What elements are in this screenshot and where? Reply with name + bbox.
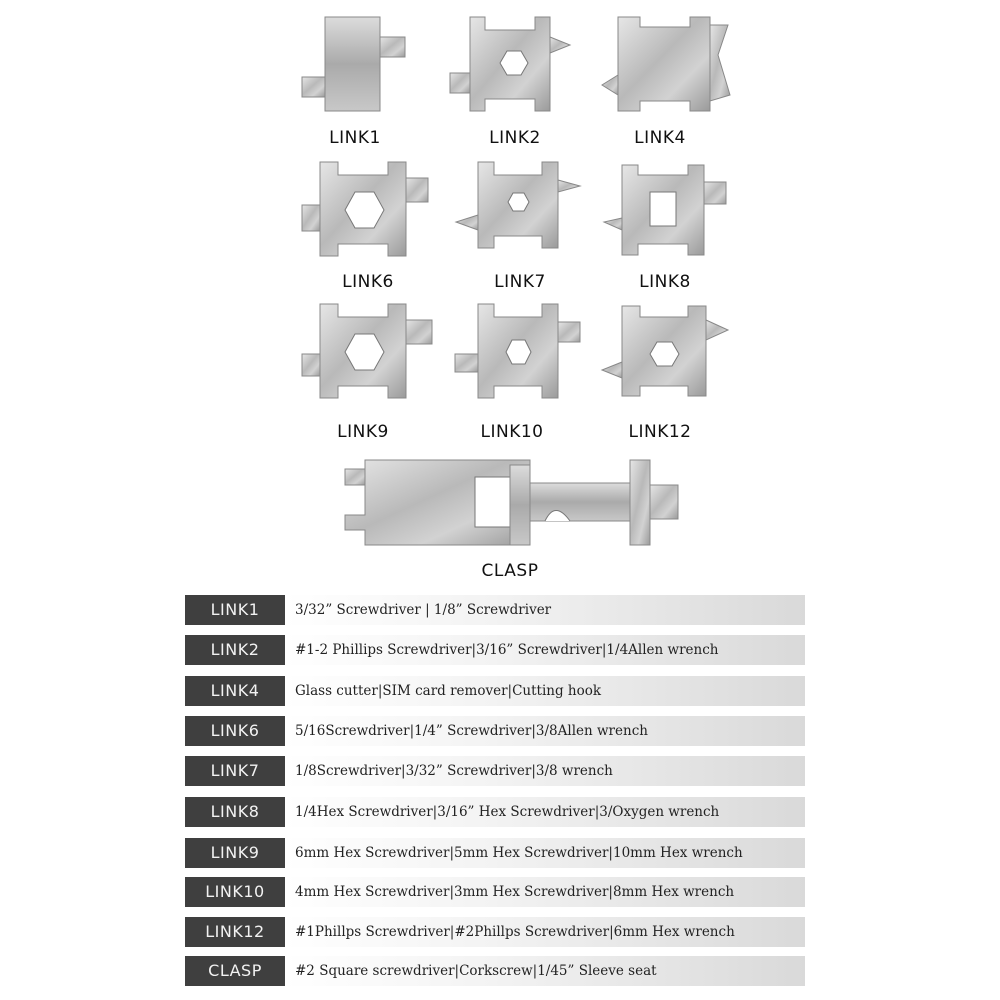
spec-row-link7 [185,756,805,786]
spec-tag: LINK8 [185,797,285,827]
link9-caption: LINK9 [337,422,389,442]
spec-description: 1/4Hex Screwdriver|3/16” Hex Screwdriver|3/Oxygen wrench [285,797,805,827]
spec-row-link6 [185,716,805,746]
spec-row-link10 [185,877,805,907]
spec-description: 5/16Screwdriver|1/4” Screwdriver|3/8Allen wrench [285,716,805,746]
link9-tool-image [300,302,440,402]
clasp-caption: CLASP [481,561,539,581]
spec-tag: LINK2 [185,635,285,665]
spec-description: 4mm Hex Screwdriver|3mm Hex Screwdriver|8mm Hex wrench [285,877,805,907]
link10-caption: LINK10 [480,422,544,442]
spec-row-link9 [185,838,805,868]
link4-tool-image [600,15,740,115]
spec-description: #1Phillps Screwdriver|#2Phillps Screwdriver|6mm Hex wrench [285,917,805,947]
link8-tool-image [600,160,740,260]
link6-tool-image [300,160,440,260]
spec-description: 6mm Hex Screwdriver|5mm Hex Screwdriver|10mm Hex wrench [285,838,805,868]
spec-row-link2 [185,635,805,665]
link7-caption: LINK7 [494,272,546,292]
link8-caption: LINK8 [639,272,691,292]
spec-description: 1/8Screwdriver|3/32” Screwdriver|3/8 wrench [285,756,805,786]
link4-caption: LINK4 [634,128,686,148]
link1-caption: LINK1 [329,128,381,148]
spec-row-link8 [185,797,805,827]
spec-description: #2 Square screwdriver|Corkscrew|1/45” Sleeve seat [285,956,805,986]
spec-tag: LINK6 [185,716,285,746]
spec-row-clasp [185,956,805,986]
link2-caption: LINK2 [489,128,541,148]
link6-caption: LINK6 [342,272,394,292]
spec-description: #1-2 Phillips Screwdriver|3/16” Screwdriver|1/4Allen wrench [285,635,805,665]
link7-tool-image [450,160,590,260]
link2-tool-image [445,15,585,115]
spec-tag: LINK7 [185,756,285,786]
link10-tool-image [450,302,590,402]
clasp-tool-image [340,455,685,550]
spec-tag: CLASP [185,956,285,986]
spec-tag: LINK9 [185,838,285,868]
spec-row-link4 [185,676,805,706]
spec-description: Glass cutter|SIM card remover|Cutting hook [285,676,805,706]
spec-tag: LINK4 [185,676,285,706]
link12-caption: LINK12 [628,422,692,442]
spec-tag: LINK12 [185,917,285,947]
spec-row-link1 [185,595,805,625]
spec-row-link12 [185,917,805,947]
spec-tag: LINK1 [185,595,285,625]
spec-description: 3/32” Screwdriver | 1/8” Screwdriver [285,595,805,625]
link1-tool-image [300,15,410,115]
link12-tool-image [600,302,740,402]
spec-tag: LINK10 [185,877,285,907]
